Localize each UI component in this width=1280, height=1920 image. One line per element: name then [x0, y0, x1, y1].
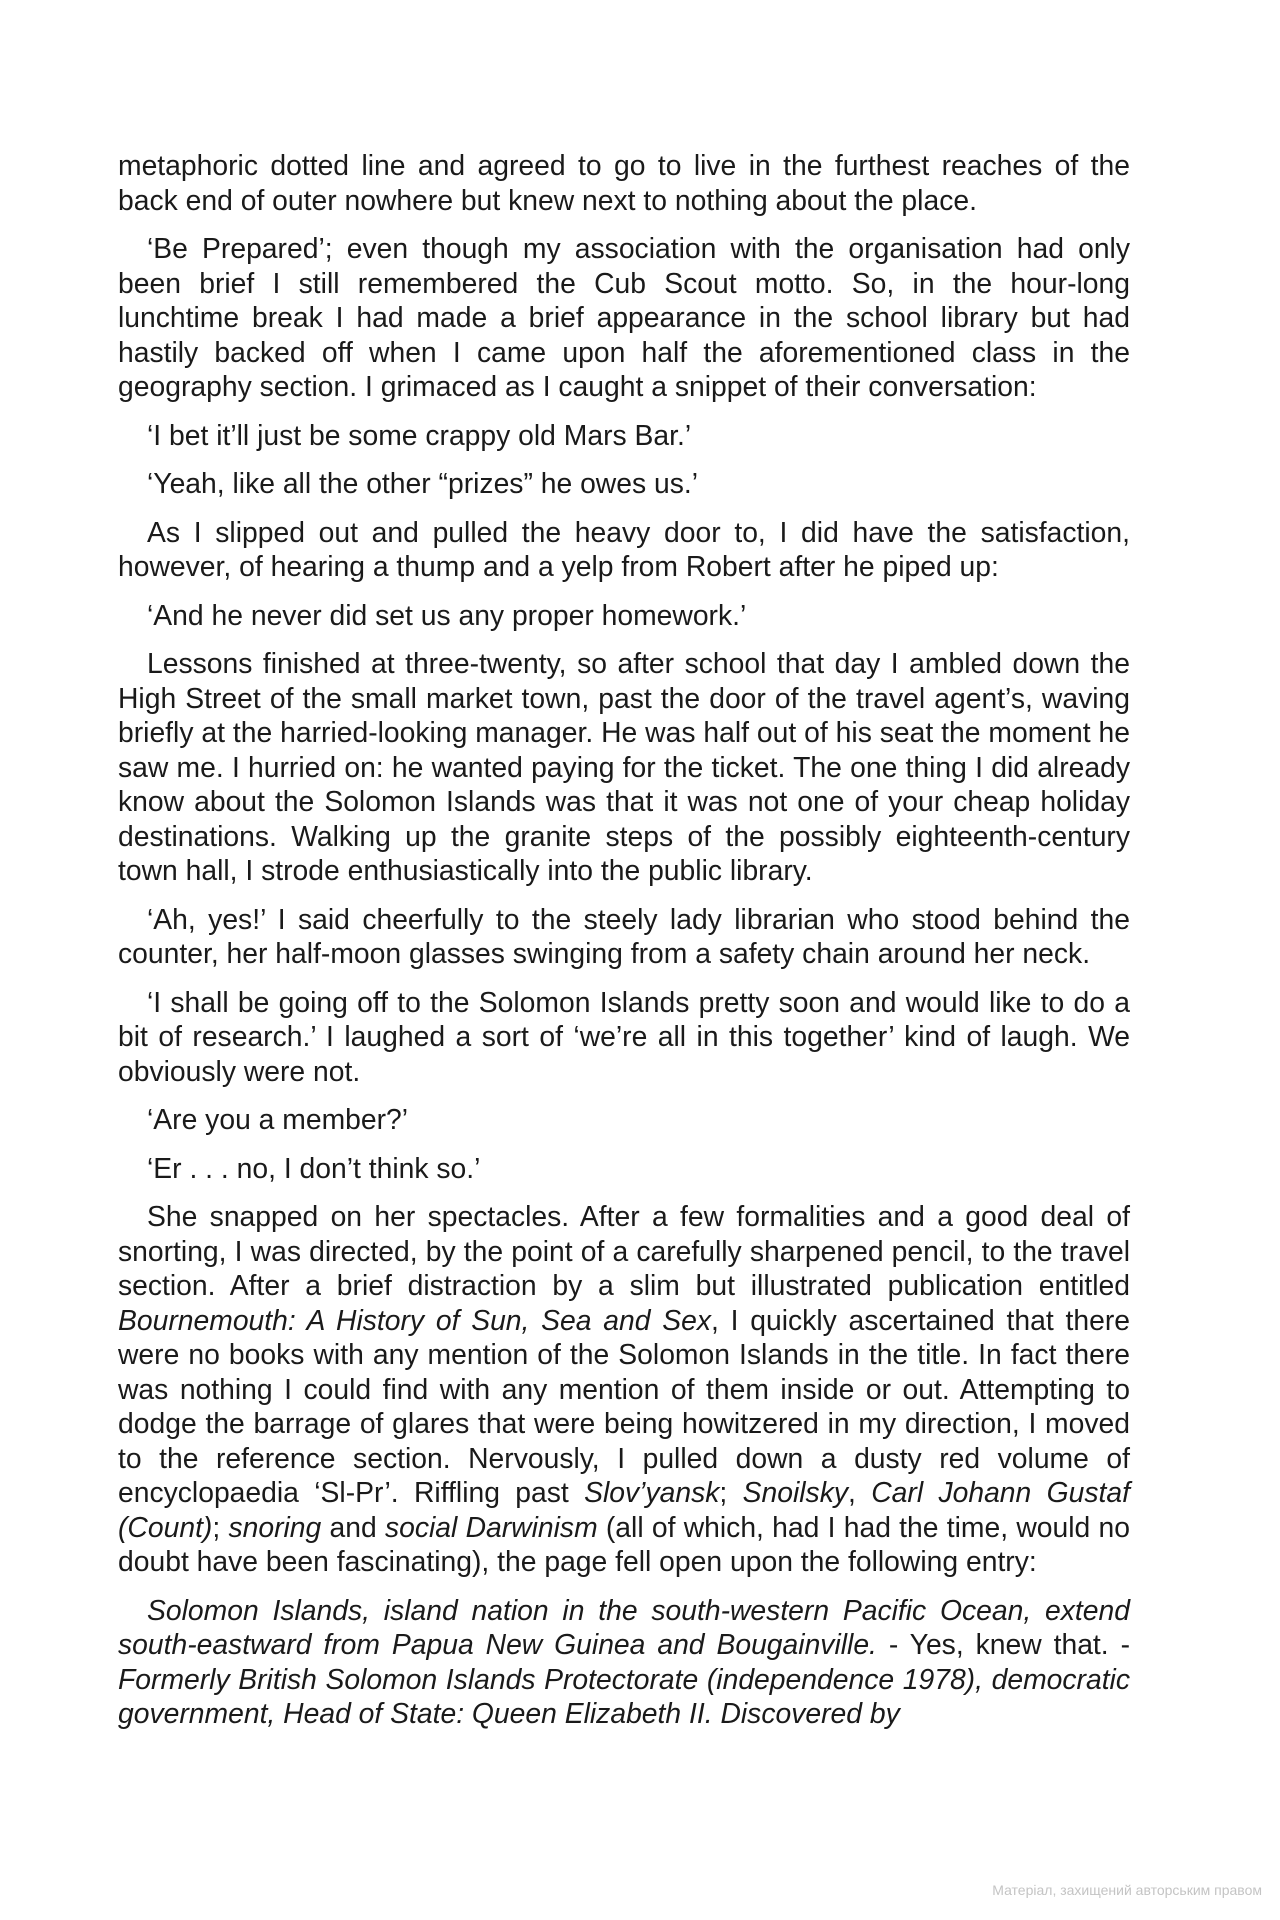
- text-run: - Yes, knew that. -: [876, 1628, 1130, 1660]
- italic-text: Slov’yansk: [584, 1476, 720, 1508]
- text-run: ‘I shall be going off to the Solomon Islands pretty soon and would like to do a bit of research.’ I laughed a sort of ‘we’re all in this together’ kind of laugh. We obviously were not.: [118, 985, 1130, 1087]
- paragraph: [118, 148, 1130, 217]
- italic-text: Snoilsky: [742, 1476, 848, 1508]
- text-run: ‘And he never did set us any proper homework.’: [147, 598, 747, 631]
- text-run: ‘Ah, yes!’ I said cheerfully to the steely lady librarian who stood behind the counter, her half-moon glasses swinging from a safety chain around her neck.: [118, 902, 1130, 969]
- text-run: ‘I bet it’ll just be some crappy old Mars Bar.’: [147, 418, 692, 451]
- italic-text: snoring: [228, 1510, 322, 1543]
- text-run: ,: [848, 1476, 872, 1508]
- paragraph: [118, 1593, 1130, 1731]
- text-run: metaphoric dotted line and agreed to go to live in the furthest reaches of the back end of outer nowhere but knew next to nothing about the place.: [118, 149, 1130, 216]
- text-run: and: [321, 1510, 385, 1543]
- italic-text: Bournemouth: A History of Sun, Sea and Sex: [118, 1303, 712, 1336]
- copyright-watermark: Матеріал, захищений авторським правом: [992, 1882, 1262, 1898]
- paragraph: [118, 1151, 1130, 1186]
- text-run: ‘Er . . . no, I don’t think so.’: [147, 1151, 481, 1184]
- italic-text: Solomon Islands, island nation in the south-western Pacific Ocean, extend south-eastward from Papua New Guinea and Bougainville.: [118, 1593, 1130, 1660]
- paragraph: [118, 1102, 1130, 1137]
- paragraph: [118, 418, 1130, 453]
- text-run: She snapped on her spectacles. After a few formalities and a good deal of snorting, I was directed, by the point of a carefully sharpened pencil, to the travel section. After a brief distraction by a slim but illustrated publication entitled: [118, 1200, 1130, 1301]
- italic-text: social Darwinism: [384, 1510, 598, 1543]
- paragraph: [118, 466, 1130, 501]
- italic-text: Formerly British Solomon Islands Protectorate (independence 1978), democratic government, Head of State: Queen Elizabeth II. Discovered by: [118, 1662, 1130, 1729]
- paragraph: [118, 646, 1130, 888]
- italic-text: Carl Johann Gustaf (Count): [118, 1476, 1130, 1543]
- text-run: ;: [719, 1476, 743, 1508]
- paragraph: [118, 598, 1130, 633]
- text-run: ;: [212, 1510, 229, 1543]
- text-run: ‘Are you a member?’: [147, 1103, 409, 1135]
- paragraph: [118, 515, 1130, 584]
- text-run: Lessons finished at three-twenty, so after school that day I ambled down the High Street of the small market town, past the door of the travel agent’s, waving briefly at the harried-looking manager. He was half out of his seat the moment he saw me. I hurried on: he wanted paying for the ticket. The one thing I did already know about the Solomon Islands was that it was not one of your cheap holiday destinations. Walking up the granite steps of the possibly eighteenth-century town hall, I strode enthusiastically into the public library.: [118, 647, 1130, 886]
- text-run: As I slipped out and pulled the heavy door to, I did have the satisfaction, however, of hearing a thump and a yelp from Robert after he piped up:: [118, 515, 1130, 582]
- paragraph: [118, 1199, 1130, 1579]
- page-body: [118, 148, 1130, 1745]
- paragraph: [118, 985, 1130, 1089]
- paragraph: [118, 902, 1130, 971]
- paragraph: [118, 231, 1130, 404]
- text-run: ‘Be Prepared’; even though my association with the organisation had only been brief I still remembered the Cub Scout motto. So, in the hour-long lunchtime break I had made a brief appearance in the school library but had hastily backed off when I came upon half the aforementioned class in the geography section. I grimaced as I caught a snippet of their conversation:: [118, 232, 1130, 402]
- text-run: (all of which, had I had the time, would no doubt have been fascinating), the page fell open upon the following entry:: [118, 1510, 1130, 1577]
- text-run: , I quickly ascertained that there were no books with any mention of the Solomon Islands in the title. In fact there was nothing I could find with any mention of them inside or out. Attempting to dodge the barrage of glares that were being howitzered in my direction, I moved to the reference section. Nervously, I pulled down a dusty red volume of encyclopaedia ‘Sl-Pr’. Riffling past: [118, 1303, 1131, 1508]
- text-run: ‘Yeah, like all the other “prizes” he owes us.’: [147, 467, 699, 499]
